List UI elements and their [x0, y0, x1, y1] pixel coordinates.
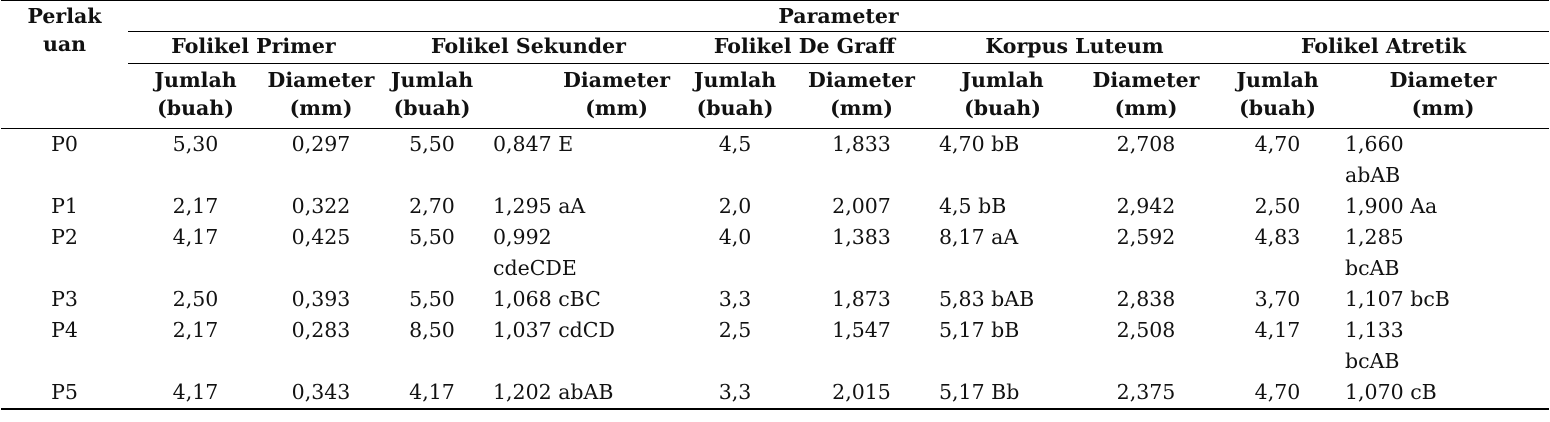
table-cell: 8,17 aA [939, 225, 1019, 249]
table-cell: 5,17 Bb [931, 377, 1074, 409]
table-cell: 0,343 [263, 377, 379, 409]
subheader-jumlah: Jumlah (buah) [678, 64, 792, 129]
table-cell: 1,383 [832, 225, 891, 249]
table-cell: 2,015 [792, 377, 931, 409]
table-cell: 1,295 aA [493, 194, 586, 218]
table-cell: 2,592 [1116, 225, 1176, 249]
subheader-diameter: Diameter (mm) [792, 64, 931, 129]
row-label: P5 [1, 377, 128, 409]
row-label: P3 [51, 287, 78, 311]
row-label: P4 [51, 318, 78, 342]
subheader-jumlah: Jumlah (buah) [379, 64, 485, 129]
results-table [1, 0, 1549, 410]
table-cell: 5,50 [409, 225, 455, 249]
table-cell: 5,30 [172, 132, 219, 156]
table-cell: 4,0 [718, 225, 752, 249]
table-cell: 8,50 [409, 318, 455, 342]
table-cell: 3,3 [678, 377, 792, 409]
table-cell: 2,5 [718, 318, 752, 342]
table-cell: 4,70 [1218, 377, 1337, 409]
table-cell: 1,547 [832, 318, 891, 342]
table-cell: 1,068 cBC [493, 287, 601, 311]
table-cell: 4,17 [128, 377, 263, 409]
table-row-p0 [1, 129, 1549, 192]
table-row-p3 [1, 284, 1549, 315]
table-cell: 3,70 [1254, 287, 1301, 311]
table-cell: 1,833 [832, 132, 891, 156]
table-cell: 5,50 [409, 287, 455, 311]
group-folikel-sekunder: Folikel Sekunder [379, 32, 678, 64]
table-cell: 3,3 [718, 287, 752, 311]
table-cell: 1,107 bcB [1345, 287, 1450, 311]
table-cell: 5,50 [409, 132, 455, 156]
table-cell: 2,838 [1116, 287, 1176, 311]
group-folikel-primer: Folikel Primer [128, 32, 379, 64]
table-cell: 0,297 [291, 132, 351, 156]
table-cell: 2,70 [409, 194, 455, 218]
table-cell: 1,660 abAB [1345, 132, 1404, 187]
subheader-jumlah: Jumlah (buah) [931, 64, 1074, 129]
table-cell: 2,17 [172, 194, 219, 218]
table-cell: 1,070 cB [1337, 377, 1549, 409]
table-cell: 0,322 [291, 194, 351, 218]
table-cell: 0,283 [291, 318, 351, 342]
table-cell: 1,202 abAB [485, 377, 678, 409]
header-perlakuan: Perlak uan [1, 1, 128, 129]
table-cell: 4,70 [1254, 132, 1301, 156]
subheader-diameter: Diameter (mm) [1337, 64, 1549, 129]
table-cell: 4,17 [379, 377, 485, 409]
table-cell: 1,900 Aa [1345, 194, 1438, 218]
table-cell: 4,17 [1254, 318, 1301, 342]
table-cell: 1,133 bcAB [1345, 318, 1404, 373]
table-cell: 5,83 bAB [939, 287, 1035, 311]
header-parameter: Parameter [128, 1, 1549, 32]
group-korpus-luteum: Korpus Luteum [931, 32, 1218, 64]
table-cell: 4,5 [718, 132, 752, 156]
subheader-jumlah: Jumlah (buah) [128, 64, 263, 129]
table-row-p5 [1, 377, 1549, 409]
table-cell: 2,50 [172, 287, 219, 311]
group-folikel-atretik: Folikel Atretik [1218, 32, 1549, 64]
table-cell: 2,708 [1116, 132, 1176, 156]
subheader-diameter: Diameter (mm) [1074, 64, 1218, 129]
table-cell: 1,037 cdCD [493, 318, 615, 342]
table-row-p1 [1, 191, 1549, 222]
table-cell: 2,007 [832, 194, 891, 218]
table-cell: 2,508 [1116, 318, 1176, 342]
table-cell: 1,873 [832, 287, 891, 311]
table-row-p4 [1, 315, 1549, 377]
table-row-p2 [1, 222, 1549, 284]
table-cell: 2,50 [1254, 194, 1301, 218]
table-cell: 2,375 [1074, 377, 1218, 409]
row-label: P0 [51, 132, 78, 156]
table-cell: 4,17 [172, 225, 219, 249]
subheader-diameter: Diameter (mm) [263, 64, 379, 129]
table-cell: 4,70 bB [939, 132, 1020, 156]
table-cell: 0,393 [291, 287, 351, 311]
table-cell: 5,17 bB [939, 318, 1020, 342]
table-cell: 0,847 E [493, 132, 574, 156]
table-cell: 4,83 [1254, 225, 1301, 249]
table-cell: 2,942 [1116, 194, 1176, 218]
group-folikel-de-graff: Folikel De Graff [678, 32, 931, 64]
row-label: P1 [51, 194, 78, 218]
subheader-jumlah: Jumlah (buah) [1218, 64, 1337, 129]
row-label: P2 [51, 225, 78, 249]
table-cell: 2,0 [718, 194, 752, 218]
table-cell: 0,992 cdeCDE [493, 225, 577, 280]
table-cell: 4,5 bB [939, 194, 1007, 218]
table-cell: 0,425 [291, 225, 351, 249]
subheader-diameter: Diameter (mm) [485, 64, 678, 129]
table-cell: 2,17 [172, 318, 219, 342]
table-cell: 1,285 bcAB [1345, 225, 1404, 280]
